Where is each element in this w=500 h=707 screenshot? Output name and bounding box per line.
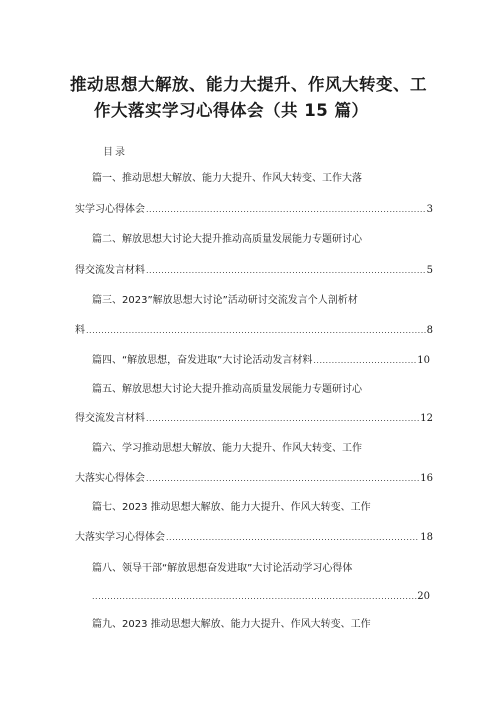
toc-entry-3-page: 8: [426, 325, 433, 336]
toc-heading: 目录: [103, 147, 127, 158]
toc-entry-6-page: 16: [420, 473, 433, 484]
toc-entry-8-line-2[interactable]: [92, 590, 430, 604]
dot-leader: [146, 264, 426, 278]
toc-entry-3-text: 料: [75, 325, 85, 336]
toc-entry-7-page: 18: [420, 532, 433, 543]
toc-entry-4-page: 10: [417, 355, 430, 366]
toc-entry-2-line-2[interactable]: [75, 264, 433, 278]
toc-entry-1-page: 3: [426, 204, 433, 215]
toc-entry-8-page: 20: [417, 591, 430, 602]
toc-entry-4-text: 篇四、“解放思想，奋发进取”大讨论活动发言材料: [92, 355, 313, 366]
toc-entry-7-line-1[interactable]: 篇七、2023 推动思想大解放、能力大提升、作风大转变、工作: [92, 502, 371, 513]
toc-entry-2-text: 得交流发言材料: [75, 265, 145, 276]
dot-leader: [313, 354, 416, 368]
toc-entry-2-page: 5: [426, 265, 433, 276]
toc-entry-1-text: 实学习心得体会: [75, 204, 145, 215]
toc-entry-5-text: 得交流发言材料: [75, 413, 145, 424]
toc-entry-9-line-1[interactable]: 篇九、2023 推动思想大解放、能力大提升、作风大转变、工作: [92, 619, 371, 630]
title-line-2: 作大落实学习心得体会（共 15 篇）: [94, 101, 369, 120]
dot-leader: [86, 324, 426, 338]
toc-entry-1-line-2[interactable]: [75, 203, 433, 217]
toc-entry-3-line-1[interactable]: 篇三、2023”解放思想大讨论”活动研讨交流发言个人剖析材: [92, 295, 358, 306]
toc-entry-7-line-2[interactable]: [75, 531, 433, 545]
toc-entry-6-text: 大落实心得体会: [75, 473, 145, 484]
toc-entry-7-text: 大落实学习心得体会: [75, 532, 165, 543]
toc-entry-6-line-2[interactable]: [75, 472, 433, 486]
toc-entry-2-line-1[interactable]: 篇二、解放思想大讨论大提升推动高质量发展能力专题研讨心: [92, 234, 362, 245]
dot-leader: [146, 203, 426, 217]
dot-leader: [166, 531, 419, 545]
toc-entry-8-line-1[interactable]: 篇八、领导干部“解放思想奋发进取”大讨论活动学习心得体: [92, 563, 353, 574]
toc-entry-5-page: 12: [420, 413, 433, 424]
toc-entry-1-line-1[interactable]: 篇一、推动思想大解放、能力大提升、作风大转变、工作大落: [92, 173, 362, 184]
title-line-1: 推动思想大解放、能力大提升、作风大转变、工: [70, 75, 427, 94]
dot-leader: [146, 412, 419, 426]
toc-entry-5-line-2[interactable]: [75, 412, 433, 426]
toc-entry-4[interactable]: [92, 354, 430, 368]
dot-leader: [146, 472, 419, 486]
toc-entry-6-line-1[interactable]: 篇六、学习推动思想大解放、能力大提升、作风大转变、工作: [92, 443, 362, 454]
toc-entry-3-line-2[interactable]: [75, 324, 433, 338]
toc-entry-5-line-1[interactable]: 篇五、解放思想大讨论大提升推动高质量发展能力专题研讨心: [92, 384, 362, 395]
dot-leader: [92, 590, 417, 604]
